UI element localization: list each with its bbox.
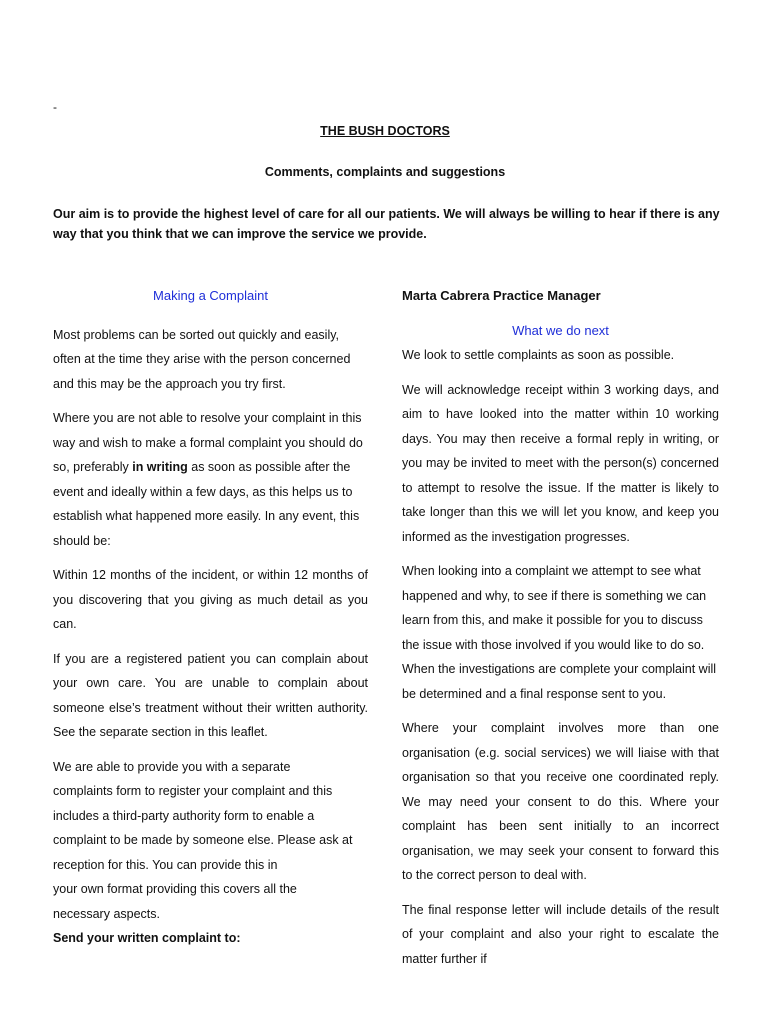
right-paragraph-3: When looking into a complaint we attempt to see what happened and why, to see if there is something we can learn from this, and make it possible for you to discuss the issue with those involved if you would like to do so. <box>402 564 707 652</box>
document-subtitle: Comments, complaints and suggestions <box>264 165 506 179</box>
left-paragraph-5-line-3: your own format providing this covers all the <box>53 882 297 896</box>
what-we-do-next-heading: What we do next <box>512 322 609 338</box>
intro-paragraph: Our aim is to provide the highest level of care for all our patients. We will always be willing to hear if there is any way that you think that we can improve the service we provide. <box>53 207 720 241</box>
left-paragraph-2-start: Where you are not able to resolve your complaint in this way and wish to make a formal complaint you should do so, preferably <box>53 411 363 474</box>
left-paragraph-5-line-1: We are able to provide you with a separate <box>53 759 291 774</box>
document-title: THE BUSH DOCTORS <box>320 124 450 138</box>
in-writing-emphasis: in writing <box>132 460 188 474</box>
page-mark: - <box>53 100 57 114</box>
right-paragraph-1: We look to settle complaints as soon as possible. <box>402 348 675 362</box>
left-paragraph-4: If you are a registered patient you can complain about your own care. You are unable to complain about someone else’s treatment without their written authority. See the separate section in this leaflet. <box>53 651 368 739</box>
right-paragraph-6: The final response letter will include details of the result of your complaint and also your right to escalate the matter further if <box>402 902 719 966</box>
left-paragraph-2 <box>53 406 368 553</box>
left-paragraph-3: Within 12 months of the incident, or within 12 months of you discovering that you giving as much detail as you can. <box>53 568 368 631</box>
send-complaint-to: Send your written complaint to: <box>53 931 241 945</box>
right-paragraph-5: Where your complaint involves more than one organisation (e.g. social services) we will liaise with that organisation so that you receive one coordinated reply. We may need your consent to do this. Where your complaint has been sent initially to an incorrect organisation, we may seek your consent to forward this to the correct person to deal with. <box>402 721 719 882</box>
making-complaint-heading: Making a Complaint <box>153 288 268 303</box>
left-column <box>53 284 368 951</box>
left-paragraph-2-end: as soon as possible after the event and ideally within a few days, as this helps us to establish what happened more easily. In any event, this should be: <box>53 460 360 548</box>
left-paragraph-5-line-2: complaints form to register your complaint and this includes a third-party authority form to enable a complaint to be made by someone else. Please ask at reception for this. You can provide this in <box>53 784 353 872</box>
right-column <box>402 284 719 981</box>
right-paragraph-4: When the investigations are complete your complaint will be determined and a final response sent to you. <box>402 662 717 701</box>
left-paragraph-5-line-4: necessary aspects. <box>53 906 160 921</box>
practice-manager: Marta Cabrera Practice Manager <box>402 288 601 303</box>
left-paragraph-1: Most problems can be sorted out quickly and easily, often at the time they arise with the person concerned and this may be the approach you try first. <box>53 327 351 391</box>
right-paragraph-2: We will acknowledge receipt within 3 working days, and aim to have looked into the matter within 10 working days. You may then receive a formal reply in writing, or you may be invited to meet with the person(s) concerned to attempt to resolve the issue. If the matter is likely to take longer than this we will let you know, and keep you informed as the investigation progresses. <box>402 382 719 544</box>
